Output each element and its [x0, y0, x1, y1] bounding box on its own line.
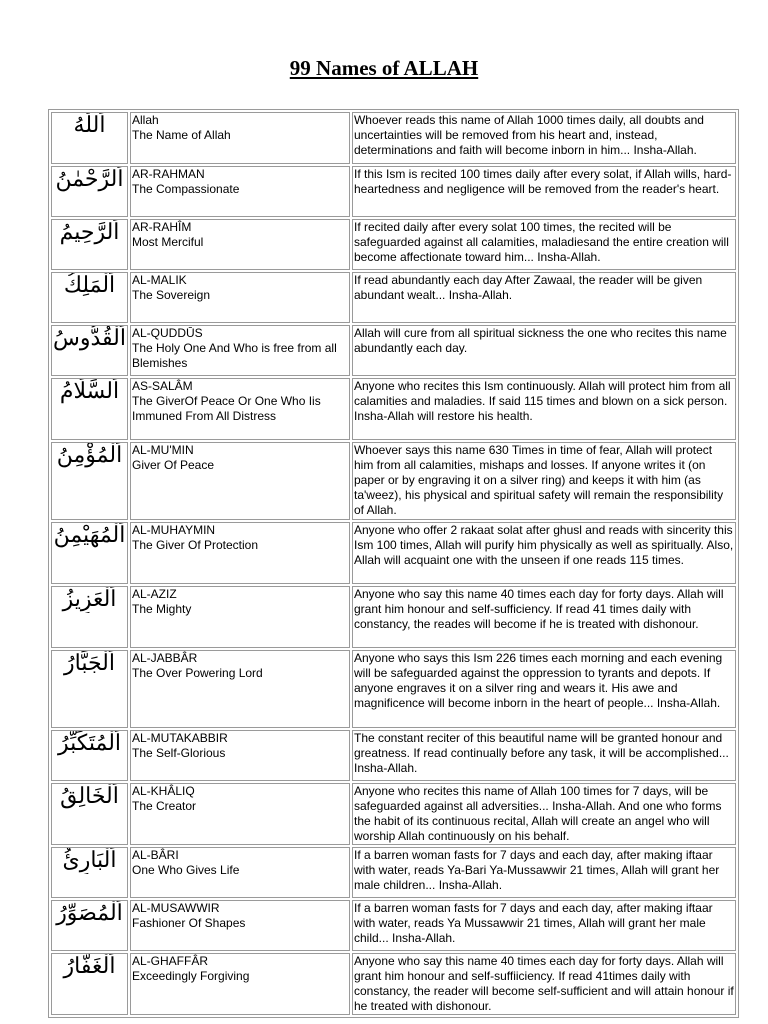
meaning: The Over Powering Lord [131, 666, 263, 680]
name-cell [130, 900, 350, 951]
arabic-name: اَلْمَلِكُ [63, 273, 116, 298]
name-cell [130, 166, 350, 217]
description: If recited daily after every solat 100 times, the recited will be safeguarded against all calamities, maladiesand the entire creation will become affectionate toward him... Insha-Allah. [353, 220, 729, 264]
meaning: The Mighty [131, 602, 192, 616]
description: The constant reciter of this beautiful name will be granted honour and greatness. If read continually before any task, it will be accomplished... Insha-Allah. [353, 731, 729, 775]
transliteration: AL-KHÂLIQ [131, 784, 195, 798]
meaning: Exceedingly Forgiving [131, 969, 250, 983]
name-row [51, 650, 736, 728]
transliteration: AL-MUSAWWIR [131, 901, 220, 915]
names-table [48, 109, 739, 1018]
name-cell [130, 650, 350, 728]
name-row [51, 847, 736, 898]
meaning: The Name of Allah [131, 128, 231, 142]
name-cell [130, 586, 350, 648]
transliteration: AL-BÂRI [131, 848, 179, 862]
description-cell [352, 783, 736, 845]
name-cell [130, 522, 350, 584]
transliteration: Allah [131, 113, 159, 127]
transliteration: AS-SALÂM [131, 379, 193, 393]
transliteration: AL-MU'MIN [131, 443, 194, 457]
name-cell [130, 783, 350, 845]
arabic-calligraphy-cell [51, 219, 128, 270]
name-row [51, 730, 736, 781]
name-cell [130, 112, 350, 164]
arabic-name: اَلْمُتَكَبِّرُ [57, 731, 122, 756]
meaning: The Compassionate [131, 182, 240, 196]
name-row [51, 953, 736, 1015]
meaning: The Giver Of Protection [131, 538, 259, 552]
transliteration: AL-GHAFFÂR [131, 954, 208, 968]
arabic-name: اَلْعَزِيزُ [62, 587, 117, 612]
meaning: The GiverOf Peace Or One Who Iis Immuned From All Distress [131, 394, 321, 423]
description-cell [352, 272, 736, 323]
description-cell [352, 166, 736, 217]
description-cell [352, 847, 736, 898]
meaning: The Holy One And Who is free from all Blemishes [131, 341, 337, 370]
description: If this Ism is recited 100 times daily after every solat, if Allah wills, hard-heartedness and negligence will be removed from the reader's heart. [353, 167, 732, 196]
page-title: 99 Names of ALLAH [289, 56, 479, 80]
transliteration: AL-JABBÂR [131, 651, 198, 665]
name-row [51, 219, 736, 270]
name-row [51, 166, 736, 217]
name-row [51, 112, 736, 164]
arabic-calligraphy-cell [51, 272, 128, 323]
arabic-name: اَلْغَفَّارُ [63, 954, 116, 979]
meaning: The Sovereign [131, 288, 211, 302]
description-cell [352, 586, 736, 648]
name-row [51, 325, 736, 376]
description: If read abundantly each day After Zawaal, the reader will be given abundant wealt... Insha-Allah. [353, 273, 703, 302]
arabic-name: اَلْخَالِقُ [60, 784, 119, 809]
description-cell [352, 900, 736, 951]
arabic-calligraphy-cell [51, 730, 128, 781]
description: Anyone who recites this name of Allah 100 times for 7 days, will be safeguarded against all adversities... Insha-Allah. And one who forms the habit of its continuous recital, Allah will create an angel who will worship Allah continuously on his behalf. [353, 784, 722, 843]
name-row [51, 586, 736, 648]
name-row [51, 522, 736, 584]
description: Anyone who say this name 40 times each day for forty days. Allah will grant him honour and self-sufficiency. If read 41 times daily with constancy, the reades will become if he is treated with dishonour. [353, 587, 724, 631]
name-row [51, 783, 736, 845]
arabic-calligraphy-cell [51, 650, 128, 728]
description-cell [352, 325, 736, 376]
name-cell [130, 847, 350, 898]
description: Whoever reads this name of Allah 1000 times daily, all doubts and uncertainties will be removed from his heart and, instead, determinations and faith will become inborn in him... Insha-Allah. [353, 113, 704, 157]
arabic-calligraphy-cell [51, 783, 128, 845]
description-cell [352, 378, 736, 440]
arabic-name: اَلْمُؤْمِنُ [56, 443, 123, 468]
name-cell [130, 219, 350, 270]
arabic-name: اَلْمُصَوِّرُ [56, 901, 123, 926]
arabic-name: اَلرَّحْمٰنُ [55, 167, 124, 192]
arabic-calligraphy-cell [51, 586, 128, 648]
name-row [51, 900, 736, 951]
description: Anyone who says this Ism 226 times each morning and each evening will be safeguarded against the oppression to tyrants and depots. If anyone engraves it on a silver ring and wears it. His awe and magnificence will become inborn in the heart of people... Insha-Allah. [353, 651, 723, 710]
meaning: Giver Of Peace [131, 458, 215, 472]
arabic-name: اَللّٰهُ [73, 113, 106, 138]
meaning: The Self-Glorious [131, 746, 226, 760]
arabic-name: اَلْمُهَيْمِنُ [53, 523, 126, 548]
name-cell [130, 442, 350, 520]
name-cell [130, 953, 350, 1015]
description: Anyone who say this name 40 times each day for forty days. Allah will grant him honour and self-suffiiciency. If read 41times daily with constancy, the reader will become self-sufficient and will attain honour if he treated with dishonour. [353, 954, 734, 1013]
arabic-name: اَلْبَارِئُ [62, 848, 117, 873]
transliteration: AL-MUHAYMIN [131, 523, 216, 537]
description-cell [352, 522, 736, 584]
name-row [51, 272, 736, 323]
description-cell [352, 112, 736, 164]
description: If a barren woman fasts for 7 days and each day, after making iftaar with water, reads Ya Mussawwir 21 times, Allah will grant her male child... Insha-Allah. [353, 901, 713, 945]
description-cell [352, 953, 736, 1015]
description: Allah will cure from all spiritual sickness the one who recites this name abundantly each day. [353, 326, 727, 355]
transliteration: AL-MALIK [131, 273, 187, 287]
arabic-name: اَلرَّحِيمُ [59, 220, 120, 245]
arabic-calligraphy-cell [51, 325, 128, 376]
meaning: The Creator [131, 799, 197, 813]
arabic-calligraphy-cell [51, 953, 128, 1015]
arabic-calligraphy-cell [51, 166, 128, 217]
description-cell [352, 442, 736, 520]
name-cell [130, 730, 350, 781]
name-row [51, 378, 736, 440]
description-cell [352, 219, 736, 270]
description-cell [352, 730, 736, 781]
meaning: One Who Gives Life [131, 863, 240, 877]
arabic-calligraphy-cell [51, 522, 128, 584]
description: Anyone who recites this Ism continuously. Allah will protect him from all calamities and maladies. If said 115 times and blown on a sick person. Insha-Allah will restore his health. [353, 379, 731, 423]
meaning: Most Merciful [131, 235, 204, 249]
arabic-calligraphy-cell [51, 112, 128, 164]
meaning: Fashioner Of Shapes [131, 916, 246, 930]
transliteration: AR-RAHÎM [131, 220, 192, 234]
transliteration: AL-QUDDŪS [131, 326, 203, 340]
description: Anyone who offer 2 rakaat solat after ghusl and reads with sincerity this Ism 100 times, Allah will purify him physically as well as spiritually. Also, Allah will acquaint one with the unseen if one reads 115 times. [353, 523, 734, 567]
description: Whoever says this name 630 Times in time of fear, Allah will protect him from all calamities, mishaps and losses. If anyone writes it (on paper or by engraving it on a silver ring) and keeps it with him (as ta'weez), his physical and spiritual safety will remain the responsibility of Allah. [353, 443, 724, 517]
arabic-calligraphy-cell [51, 900, 128, 951]
name-cell [130, 272, 350, 323]
transliteration: AL-MUTAKABBIR [131, 731, 228, 745]
arabic-name: اَلسَّلَامُ [59, 379, 120, 404]
description: If a barren woman fasts for 7 days and each day, after making iftaar with water, reads Ya-Bari Ya-Mussawwir 21 times, Allah will grant her male children... Insha-Allah. [353, 848, 720, 892]
arabic-calligraphy-cell [51, 847, 128, 898]
names-table-body [51, 112, 736, 1015]
transliteration: AR-RAHMAN [131, 167, 205, 181]
transliteration: AL-AZIZ [131, 587, 177, 601]
arabic-name: اَلْقُدُّوسُ [53, 326, 126, 351]
name-cell [130, 325, 350, 376]
name-row [51, 442, 736, 520]
arabic-name: اَلْجَبَّارُ [64, 651, 115, 676]
arabic-calligraphy-cell [51, 378, 128, 440]
description-cell [352, 650, 736, 728]
name-cell [130, 378, 350, 440]
arabic-calligraphy-cell [51, 442, 128, 520]
